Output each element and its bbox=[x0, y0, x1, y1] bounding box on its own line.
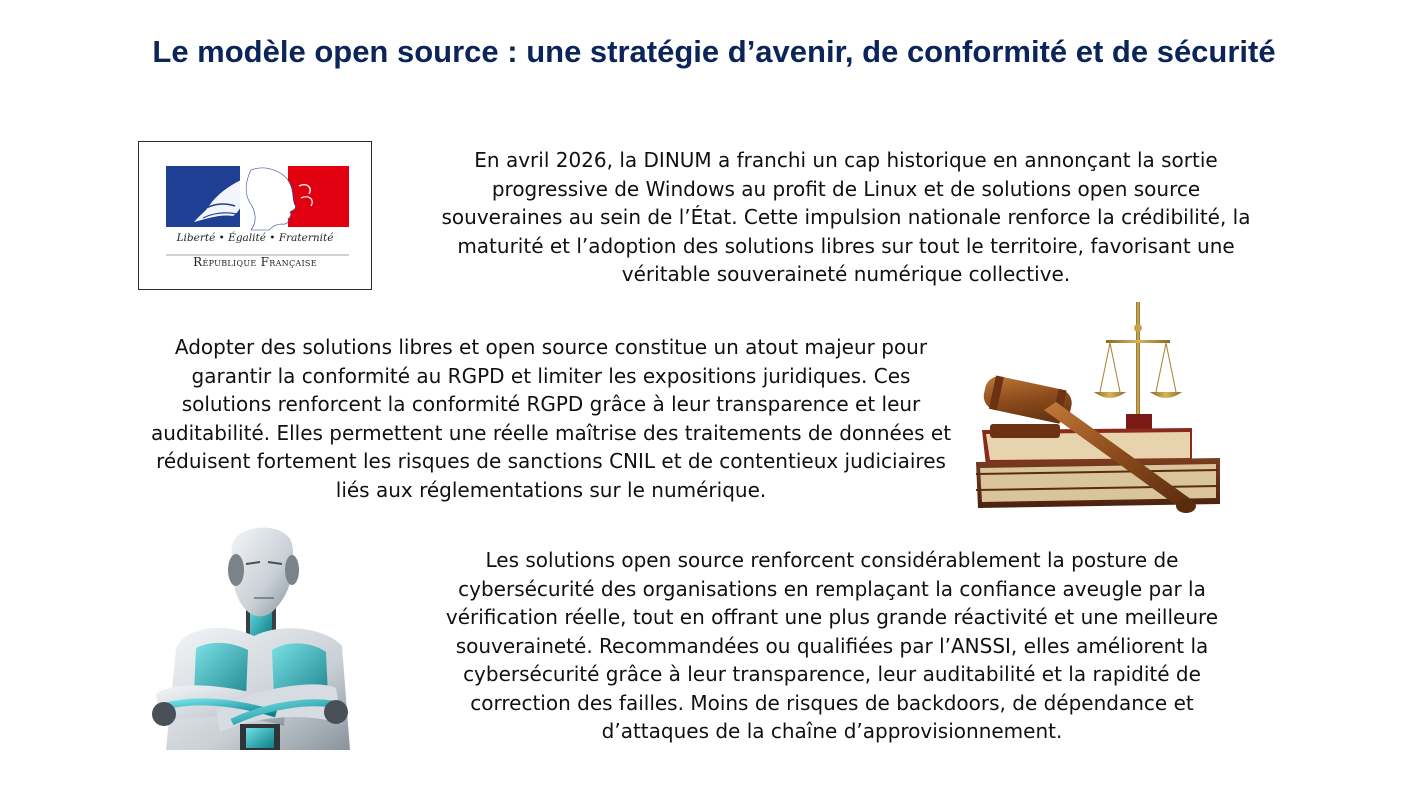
robot-icon bbox=[136, 518, 356, 750]
robot-illustration bbox=[136, 518, 356, 754]
paragraph-rgpd: Adopter des solutions libres et open source constitue un atout majeur pour garantir la conformité au RGPD et limiter les expositions juridiques. Ces solutions renforcent la conformité RGPD grâce à leur transparence et leur auditabilité. Elles permettent une réelle maîtrise des traitements de données et réduisent fortement les risques de sanctions CNIL et de contentieux judiciaires liés aux réglementations sur le numérique. bbox=[150, 335, 952, 502]
paragraph-cybersecurite: Les solutions open source renforcent considérablement la posture de cybersécurité des organisations en remplaçant la confiance aveugle par la vérification réelle, tout en offrant une plus grande réactivité et une meilleure souveraineté. Recommandées ou qualifiées par l’ANSSI, elles améliorent la cybersécurité grâce à leur transparence, leur auditabilité et la rapidité de correction des failles. Moins de risques de backdoors, de dépendance et d’attaques de la chaîne d’approvisionnement. bbox=[445, 548, 1219, 743]
paragraph-dinum: En avril 2026, la DINUM a franchi un cap historique en annonçant la sortie progressive de Windows au profit de Linux et de solutions open source souveraines au sein de l’État. Cette impulsion nationale renforce la crédibilité, la maturité et l’adoption des solutions libres sur tout le territoire, favorisant une véritable souveraineté numérique collective. bbox=[441, 148, 1251, 286]
page-title: Le modèle open source : une stratégie d’avenir, de conformité et de sécurité bbox=[152, 34, 1276, 69]
rf-name: République Française bbox=[193, 255, 317, 269]
rf-motto: Liberté • Égalité • Fraternité bbox=[176, 232, 334, 244]
justice-illustration bbox=[970, 294, 1226, 524]
gavel-scales-books-icon bbox=[970, 294, 1226, 520]
republique-francaise-logo bbox=[138, 141, 372, 290]
